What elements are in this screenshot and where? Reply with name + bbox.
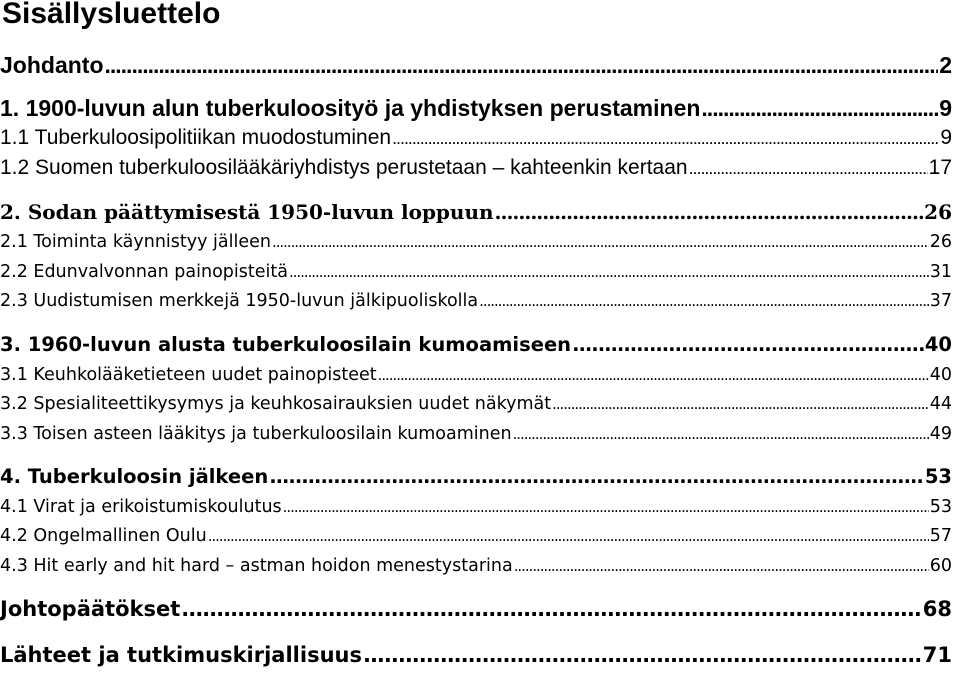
toc-entry[interactable] <box>0 232 952 252</box>
toc-entry-label: Lähteet ja tutkimuskirjallisuus <box>0 643 362 667</box>
leader-dots <box>289 262 929 282</box>
toc-entry-page: 17 <box>928 156 952 179</box>
toc-entry-label: 1.1 Tuberkuloosipolitiikan muodostuminen <box>0 126 392 149</box>
toc-entry-page: 49 <box>929 424 952 444</box>
toc-entry-page: 9 <box>939 95 952 121</box>
toc-entry-label: 2.1 Toiminta käynnistyy jälleen <box>0 232 271 252</box>
leader-dots <box>269 465 924 488</box>
toc-entry-label: 4.3 Hit early and hit hard – astman hoidon menestystarina <box>0 556 513 576</box>
leader-dots <box>392 126 939 150</box>
toc-entry-page: 9 <box>940 126 952 149</box>
toc-entry[interactable] <box>0 556 952 576</box>
toc-entry[interactable] <box>0 424 952 444</box>
toc-entry-page: 26 <box>929 232 952 252</box>
toc-entry-label: 1. 1900-luvun alun tuberkuloosityö ja yhdistyksen perustaminen <box>0 95 701 121</box>
toc-entry-label: 2.3 Uudistumisen merkkejä 1950-luvun jälkipuoliskolla <box>0 291 479 311</box>
toc-entry[interactable] <box>0 394 952 414</box>
toc-entry[interactable] <box>0 291 952 311</box>
toc-entry-label: 4.1 Virat ja erikoistumiskoulutus <box>0 497 282 517</box>
toc-entry-label: 3. 1960-luvun alusta tuberkuloosilain kumoamiseen <box>0 333 572 356</box>
toc-entry[interactable] <box>0 95 952 122</box>
leader-dots <box>514 556 929 576</box>
toc-entry-label: 4. Tuberkuloosin jälkeen <box>0 465 269 488</box>
toc-entry-page: 57 <box>929 526 952 546</box>
leader-dots <box>283 497 929 517</box>
leader-dots <box>272 232 929 252</box>
leader-dots <box>181 597 922 621</box>
toc-entry-page: 68 <box>922 597 952 621</box>
leader-dots <box>105 52 939 79</box>
toc-entry-label: Johdanto <box>0 52 104 78</box>
toc-entry-label: 1.2 Suomen tuberkuloosilääkäriyhdistys perustetaan – kahteenkin kertaan <box>0 156 688 179</box>
toc-entry-label: 3.1 Keuhkolääketieteen uudet painopisteet <box>0 365 377 385</box>
toc-entry-page: 40 <box>929 365 952 385</box>
toc-entry[interactable] <box>0 497 952 517</box>
leader-dots <box>363 643 922 667</box>
toc-entry-page: 71 <box>922 643 952 667</box>
toc-entry-page: 53 <box>924 465 952 488</box>
toc-entry-page: 40 <box>924 333 952 356</box>
toc-entry[interactable] <box>0 365 952 385</box>
toc-entry[interactable] <box>0 52 952 79</box>
toc-entry[interactable] <box>0 333 952 356</box>
toc-entry-label: 2. Sodan päättymisestä 1950-luvun loppuun <box>0 200 494 224</box>
leader-dots <box>572 333 924 356</box>
toc-entry-label: 3.3 Toisen asteen lääkitys ja tuberkuloosilain kumoaminen <box>0 424 512 444</box>
toc-entry-label: 2.2 Edunvalvonnan painopisteitä <box>0 262 288 282</box>
toc-entry[interactable] <box>0 643 952 667</box>
toc-entry-page: 2 <box>939 52 952 78</box>
toc-entry[interactable] <box>0 200 952 224</box>
toc-entry-page: 53 <box>929 497 952 517</box>
toc-entry[interactable] <box>0 126 952 150</box>
toc-entry-page: 37 <box>929 291 952 311</box>
leader-dots <box>479 291 929 311</box>
leader-dots <box>495 200 924 224</box>
leader-dots <box>513 424 929 444</box>
toc-entry[interactable] <box>0 465 952 488</box>
leader-dots <box>552 394 929 414</box>
leader-dots <box>208 526 929 546</box>
toc-entry[interactable] <box>0 597 952 621</box>
toc-entry[interactable] <box>0 262 952 282</box>
toc-entry-page: 60 <box>929 556 952 576</box>
page-title: Sisällysluettelo <box>2 0 221 30</box>
leader-dots <box>378 365 929 385</box>
toc-entry-label: Johtopäätökset <box>0 597 181 621</box>
toc-entry-label: 3.2 Spesialiteettikysymys ja keuhkosairauksien uudet näkymät <box>0 394 552 414</box>
toc-entry-label: 4.2 Ongelmallinen Oulu <box>0 526 207 546</box>
toc-entry-page: 31 <box>929 262 952 282</box>
leader-dots <box>701 95 938 122</box>
toc-entry-page: 26 <box>924 200 952 224</box>
toc-entry-page: 44 <box>929 394 952 414</box>
leader-dots <box>689 156 928 180</box>
toc-entry[interactable] <box>0 156 952 180</box>
toc-entry[interactable] <box>0 526 952 546</box>
